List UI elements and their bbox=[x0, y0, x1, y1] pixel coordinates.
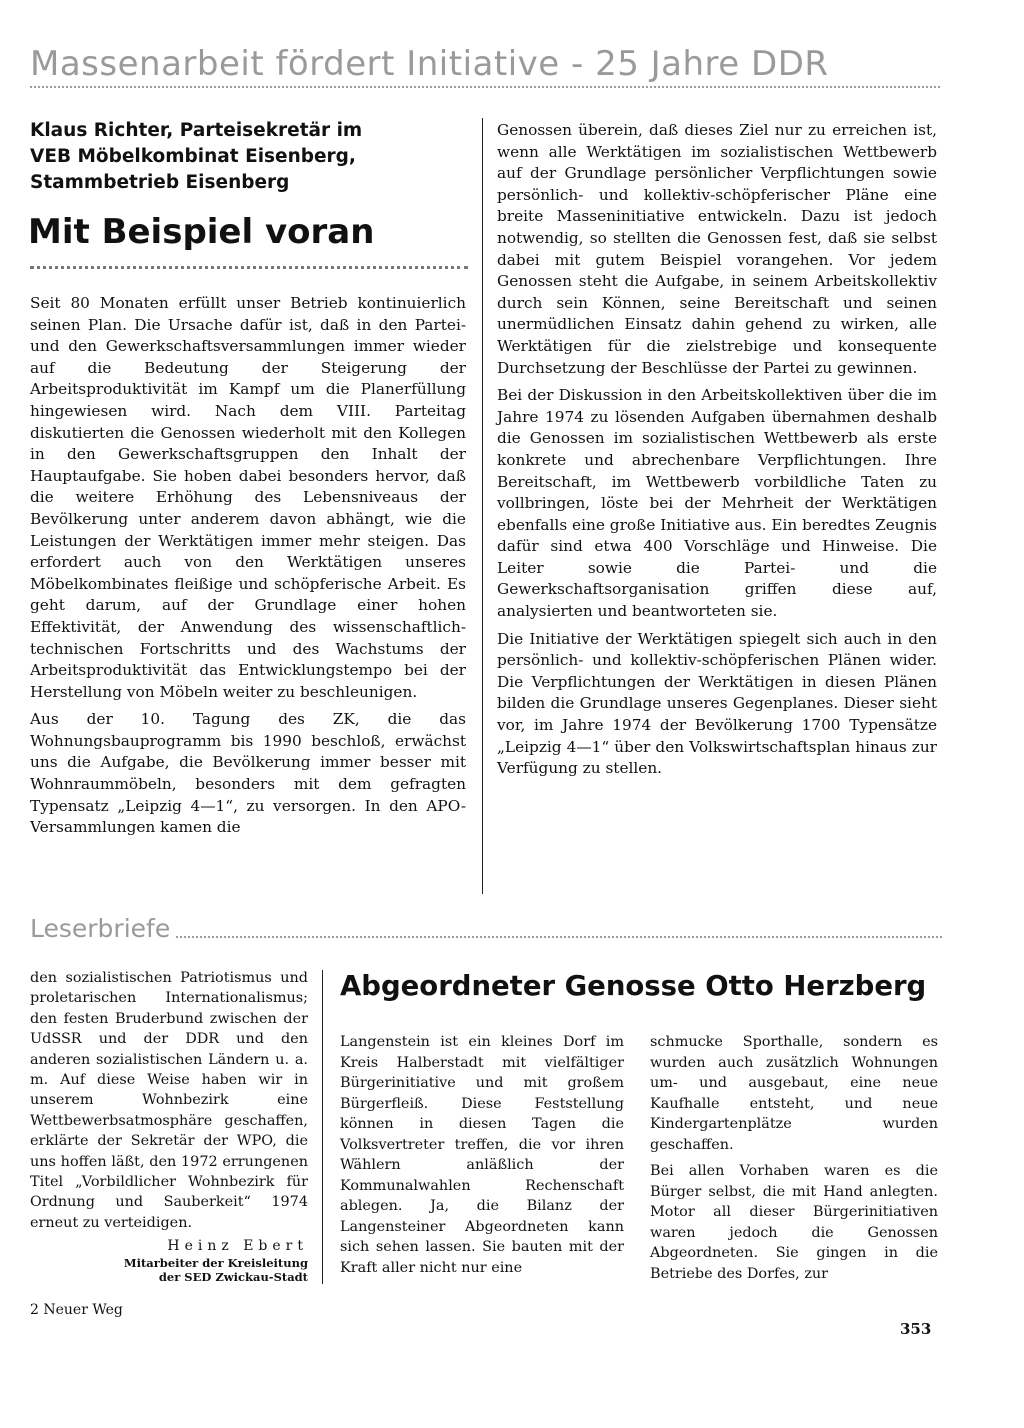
second-article-title: Abgeordneter Genosse Otto Herzberg bbox=[340, 970, 927, 1002]
article-column-left bbox=[30, 293, 466, 845]
series-heading: Massenarbeit fördert Initiative - 25 Jahre DDR bbox=[30, 44, 829, 84]
second-article-column-right bbox=[650, 1032, 938, 1290]
signature-name: Heinz Ebert bbox=[167, 1238, 308, 1254]
article-paragraph: Bei allen Vorhaben waren es die Bürger selbst, die mit Hand anlegten. Motor all dieser Bürgerinitiativen waren jedoch die Genossen Abgeordneten. Sie gingen in die Betriebe des Dorfes, zur bbox=[650, 1163, 938, 1282]
letter-signature bbox=[30, 1236, 308, 1284]
article-title: Mit Beispiel voran bbox=[28, 212, 375, 252]
second-article-column-left bbox=[340, 1032, 624, 1284]
article-paragraph: Seit 80 Monaten erfüllt unser Betrieb kontinuierlich seinen Plan. Die Ursache dafür ist, daß in den Partei- und den Gewerkschaftsversammlungen immer wieder auf die Bedeutung der Steigerung der Arbeitsproduktivität im Kampf um die Planerfüllung hingewiesen wird. Nach dem VIII. Parteitag diskutierten die Genossen wiederholt mit den Kollegen in den Gewerkschaftsgruppen den Inhalt der Hauptaufgabe. Sie hoben dabei besonders hervor, daß die weitere Erhöhung des Lebensniveaus der Bevölkerung unter anderem davon abhängt, wie die Leistungen der Werktätigen immer mehr steigen. Das erfordert auch von den Werktätigen unseres Möbelkombinates fleißige und schöpferische Arbeit. Es geht darum, auf der Grundlage einer hohen Effektivität, der Anwendung des wissenschaftlich-technischen Fortschritts und des Wachstums der Arbeitsproduktivität das Entwicklungstempo bei der Herstellung von Möbeln weiter zu beschleunigen. bbox=[30, 294, 466, 701]
signature-role: Mitarbeiter der Kreisleitung bbox=[123, 1256, 308, 1270]
article-column-right bbox=[497, 120, 937, 786]
article-author bbox=[30, 118, 460, 196]
column-divider bbox=[482, 118, 483, 894]
article-paragraph: Die Initiative der Werktätigen spiegelt sich auch in den persönlich- und kollektiv-schöpferischen Plänen wider. Die Verpflichtungen der Werktätigen in diesen Plänen bilden die Grundlage unseres Gegenplanes. Dieser sieht vor, im Jahre 1974 der Bevölkerung 1700 Typensätze „Leipzig 4—1“ über den Volkswirtschaftsplan hinaus zur Verfügung zu stellen. bbox=[497, 629, 937, 778]
author-line: Stammbetrieb Eisenberg bbox=[30, 172, 290, 193]
page-number: 353 bbox=[900, 1320, 932, 1338]
article-title-rule bbox=[30, 266, 468, 269]
signature-role: der SED Zwickau-Stadt bbox=[158, 1270, 308, 1284]
letter-paragraph: den sozialistischen Patriotismus und proletarischen Internationalismus; den festen Bruderbund zwischen der UdSSR und der DDR und den anderen sozialistischen Ländern u. a. m. Auf diese Weise haben wir in unserem Wohnbezirk eine Wettbewerbsatmosphäre geschaffen, erklärte der Sekretär der WPO, die uns hoffen läßt, den 1972 errungenen Titel „Vorbildlicher Wohnbezirk für Ordnung und Sauberkeit“ 1974 erneut zu verteidigen. bbox=[30, 970, 308, 1231]
letters-section-rule bbox=[176, 936, 942, 938]
series-heading-rule bbox=[30, 86, 940, 88]
article-paragraph: Bei der Diskussion in den Arbeitskollektiven über die im Jahre 1974 zu lösenden Aufgaben übernahmen deshalb die Genossen im sozialistischen Wettbewerb als erste konkrete und abrechenbare Verpflichtungen. Ihre Bereitschaft, im Wettbewerb vorbildliche Taten zu vollbringen, löste bei der Mehrheit der Werktätigen ebenfalls eine große Initiative aus. Ein beredtes Zeugnis dafür sind etwa 400 Vorschläge und Hinweise. Die Leiter sowie die Partei- und die Gewerkschaftsorganisation griffen diese auf, analysierten und beantworteten sie. bbox=[497, 386, 937, 621]
article-paragraph: schmucke Sporthalle, sondern es wurden auch zusätzlich Wohnungen um- und ausgebaut, eine neue Kaufhalle entsteht, und neue Kindergartenplätze wurden geschaffen. bbox=[650, 1034, 938, 1153]
author-line: Klaus Richter, Parteisekretär im bbox=[30, 120, 363, 141]
author-line: VEB Möbelkombinat Eisenberg, bbox=[30, 146, 356, 167]
article-paragraph: Genossen überein, daß dieses Ziel nur zu erreichen ist, wenn alle Werktätigen im sozialistischen Wettbewerb auf der Grundlage persönlicher Verpflichtungen sowie persönlich- und kollektiv-schöpferischer Pläne eine breite Masseninitiative entwickeln. Dazu ist jedoch notwendig, so stellten die Genossen fest, daß sie selbst dabei mit gutem Beispiel vorangehen. Vor jedem Genossen steht die Aufgabe, in seinem Arbeitskollektiv durch sein Können, seine Bereitschaft und seinen unermüdlichen Einsatz dahin gehend zu wirken, alle Werktätigen für die zielstrebige und konsequente Durchsetzung der Beschlüsse der Partei zu gewinnen. bbox=[497, 121, 937, 377]
letters-section-label: Leserbriefe bbox=[30, 914, 171, 943]
footer-publication: 2 Neuer Weg bbox=[30, 1302, 123, 1318]
article-paragraph: Langenstein ist ein kleines Dorf im Kreis Halberstadt mit vielfältiger Bürgerinitiative und mit großem Bürgerfleiß. Diese Feststellung können in diesen Tagen die Volksvertreter treffen, die vor ihren Wählern anläßlich der Kommunalwahlen Rechenschaft ablegen. Ja, die Bilanz der Langensteiner Abgeordneten kann sich sehen lassen. Sie bauten mit der Kraft aller nicht nur eine bbox=[340, 1034, 624, 1276]
letter-text bbox=[30, 968, 308, 1233]
column-divider bbox=[322, 970, 323, 1284]
article-paragraph: Aus der 10. Tagung des ZK, die das Wohnungsbauprogramm bis 1990 beschloß, erwächst uns die Aufgabe, die Bevölkerung immer besser mit Wohnraummöbeln, besonders mit dem gefragten Typensatz „Leipzig 4—1“, zu versorgen. In den APO-Versammlungen kamen die bbox=[30, 710, 466, 837]
